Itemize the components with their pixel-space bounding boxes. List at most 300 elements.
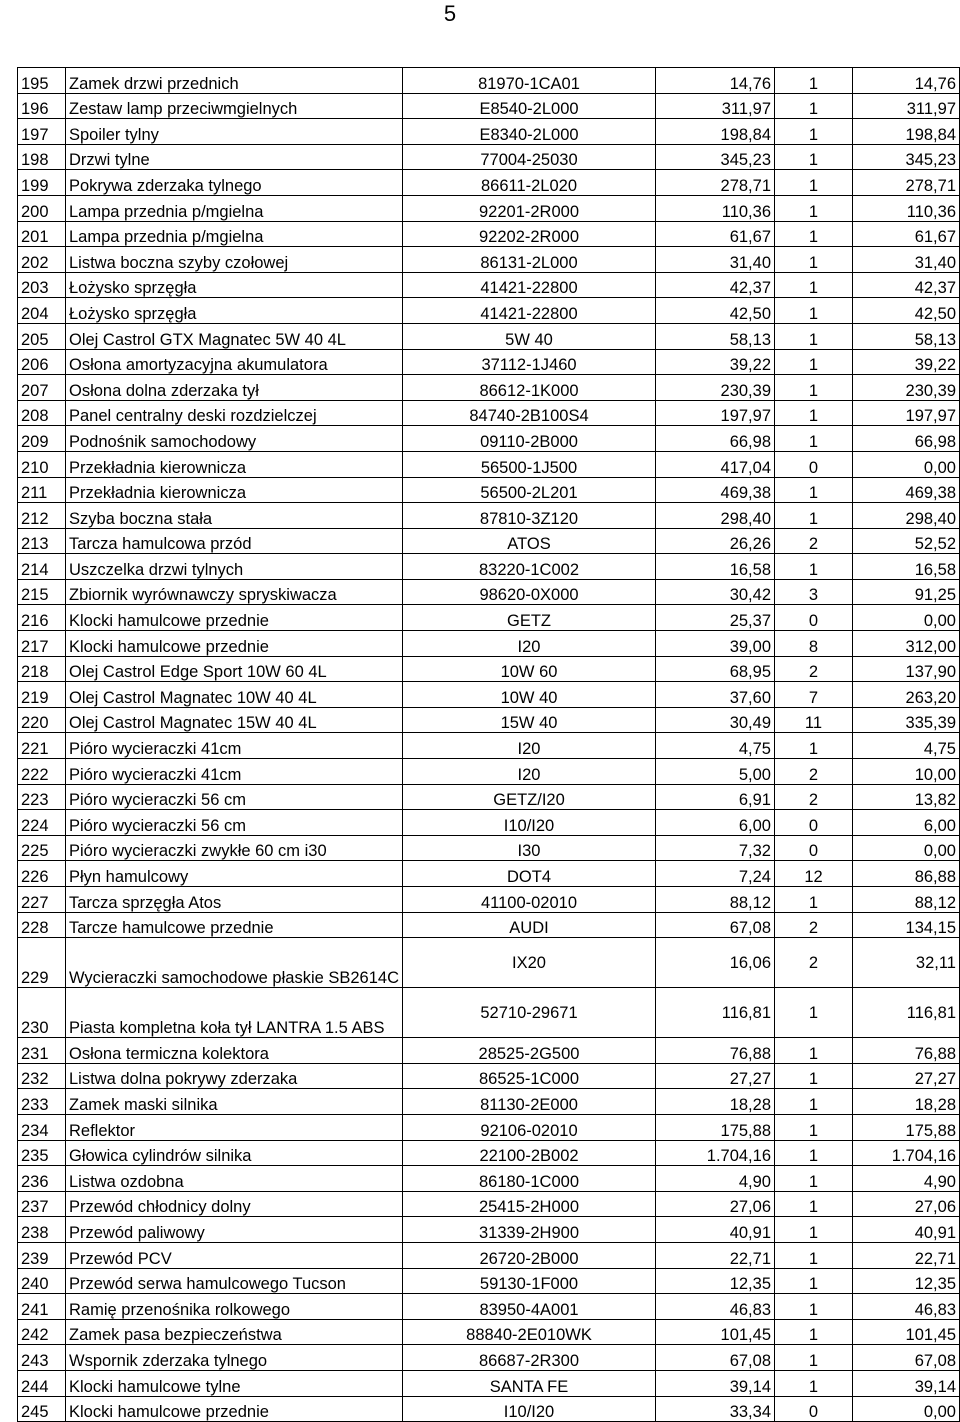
- quantity-cell: 1: [775, 1140, 853, 1166]
- line-total-cell: 116,81: [853, 988, 960, 1038]
- table-row: [18, 554, 960, 580]
- part-code-cell: 59130-1F000: [403, 1268, 656, 1294]
- line-total-cell: 311,97: [853, 93, 960, 119]
- part-code-cell: GETZ: [403, 605, 656, 631]
- part-code-cell: E8540-2L000: [403, 93, 656, 119]
- item-number-cell: 225: [18, 835, 66, 861]
- table-row: [18, 426, 960, 452]
- table-row: [18, 1396, 960, 1422]
- table-row: [18, 272, 960, 298]
- quantity-cell: 1: [775, 272, 853, 298]
- unit-price-cell: 42,37: [656, 272, 775, 298]
- part-code-cell: 15W 40: [403, 707, 656, 733]
- table-row: [18, 375, 960, 401]
- quantity-cell: 1: [775, 1319, 853, 1345]
- line-total-cell: 18,28: [853, 1089, 960, 1115]
- line-total-cell: 312,00: [853, 631, 960, 657]
- unit-price-cell: 6,00: [656, 810, 775, 836]
- quantity-cell: 1: [775, 1242, 853, 1268]
- unit-price-cell: 230,39: [656, 375, 775, 401]
- part-code-cell: 28525-2G500: [403, 1038, 656, 1064]
- item-number-cell: 244: [18, 1370, 66, 1396]
- item-number-cell: 197: [18, 119, 66, 145]
- table-row: [18, 835, 960, 861]
- table-row: [18, 247, 960, 273]
- unit-price-cell: 5,00: [656, 759, 775, 785]
- unit-price-cell: 4,90: [656, 1166, 775, 1192]
- item-number-cell: 238: [18, 1217, 66, 1243]
- quantity-cell: 1: [775, 247, 853, 273]
- unit-price-cell: 18,28: [656, 1089, 775, 1115]
- line-total-cell: 1.704,16: [853, 1140, 960, 1166]
- item-number-cell: 216: [18, 605, 66, 631]
- item-name-cell: Piasta kompletna koła tył LANTRA 1.5 ABS: [66, 988, 403, 1038]
- line-total-cell: 134,15: [853, 912, 960, 938]
- table-row: [18, 1370, 960, 1396]
- unit-price-cell: 101,45: [656, 1319, 775, 1345]
- table-row: [18, 656, 960, 682]
- part-code-cell: IX20: [403, 938, 656, 988]
- item-number-cell: 239: [18, 1242, 66, 1268]
- table-row: [18, 1063, 960, 1089]
- line-total-cell: 40,91: [853, 1217, 960, 1243]
- table-row: [18, 605, 960, 631]
- quantity-cell: 2: [775, 784, 853, 810]
- line-total-cell: 86,88: [853, 861, 960, 887]
- item-name-cell: Lampa przednia p/mgielna: [66, 221, 403, 247]
- table-row: [18, 1319, 960, 1345]
- table-row: [18, 170, 960, 196]
- part-code-cell: 86525-1C000: [403, 1063, 656, 1089]
- unit-price-cell: 311,97: [656, 93, 775, 119]
- item-number-cell: 220: [18, 707, 66, 733]
- item-number-cell: 215: [18, 579, 66, 605]
- item-name-cell: Olej Castrol Edge Sport 10W 60 4L: [66, 656, 403, 682]
- part-code-cell: 5W 40: [403, 323, 656, 349]
- unit-price-cell: 30,42: [656, 579, 775, 605]
- quantity-cell: 0: [775, 835, 853, 861]
- table-row: [18, 400, 960, 426]
- item-number-cell: 243: [18, 1345, 66, 1371]
- item-number-cell: 205: [18, 323, 66, 349]
- part-code-cell: 41100-02010: [403, 887, 656, 913]
- quantity-cell: 2: [775, 528, 853, 554]
- item-number-cell: 226: [18, 861, 66, 887]
- part-code-cell: SANTA FE: [403, 1370, 656, 1396]
- part-code-cell: 41421-22800: [403, 272, 656, 298]
- quantity-cell: 1: [775, 1089, 853, 1115]
- item-number-cell: 230: [18, 988, 66, 1038]
- item-name-cell: Przekładnia kierownicza: [66, 451, 403, 477]
- table-row: [18, 579, 960, 605]
- item-number-cell: 208: [18, 400, 66, 426]
- line-total-cell: 12,35: [853, 1268, 960, 1294]
- line-total-cell: 0,00: [853, 1396, 960, 1422]
- quantity-cell: 1: [775, 144, 853, 170]
- table-row: [18, 988, 960, 1038]
- quantity-cell: 2: [775, 912, 853, 938]
- unit-price-cell: 16,58: [656, 554, 775, 580]
- part-code-cell: I30: [403, 835, 656, 861]
- quantity-cell: 1: [775, 1114, 853, 1140]
- unit-price-cell: 27,06: [656, 1191, 775, 1217]
- item-name-cell: Listwa ozdobna: [66, 1166, 403, 1192]
- item-name-cell: Listwa dolna pokrywy zderzaka: [66, 1063, 403, 1089]
- line-total-cell: 345,23: [853, 144, 960, 170]
- item-name-cell: Uszczelka drzwi tylnych: [66, 554, 403, 580]
- item-name-cell: Pióro wycieraczki 41cm: [66, 759, 403, 785]
- part-code-cell: I10/I20: [403, 810, 656, 836]
- line-total-cell: 0,00: [853, 835, 960, 861]
- item-number-cell: 223: [18, 784, 66, 810]
- item-number-cell: 227: [18, 887, 66, 913]
- item-number-cell: 204: [18, 298, 66, 324]
- quantity-cell: 1: [775, 68, 853, 94]
- item-number-cell: 234: [18, 1114, 66, 1140]
- item-number-cell: 202: [18, 247, 66, 273]
- item-number-cell: 231: [18, 1038, 66, 1064]
- line-total-cell: 42,37: [853, 272, 960, 298]
- item-number-cell: 203: [18, 272, 66, 298]
- part-code-cell: 86611-2L020: [403, 170, 656, 196]
- line-total-cell: 14,76: [853, 68, 960, 94]
- item-name-cell: Płyn hamulcowy: [66, 861, 403, 887]
- part-code-cell: 52710-29671: [403, 988, 656, 1038]
- line-total-cell: 101,45: [853, 1319, 960, 1345]
- item-name-cell: Wycieraczki samochodowe płaskie SB2614C: [66, 938, 403, 988]
- part-code-cell: ATOS: [403, 528, 656, 554]
- quantity-cell: 1: [775, 1345, 853, 1371]
- unit-price-cell: 278,71: [656, 170, 775, 196]
- item-name-cell: Głowica cylindrów silnika: [66, 1140, 403, 1166]
- item-name-cell: Wspornik zderzaka tylnego: [66, 1345, 403, 1371]
- part-code-cell: 86131-2L000: [403, 247, 656, 273]
- part-code-cell: 25415-2H000: [403, 1191, 656, 1217]
- part-code-cell: 10W 60: [403, 656, 656, 682]
- item-name-cell: Łożysko sprzęgła: [66, 272, 403, 298]
- unit-price-cell: 4,75: [656, 733, 775, 759]
- line-total-cell: 61,67: [853, 221, 960, 247]
- unit-price-cell: 88,12: [656, 887, 775, 913]
- quantity-cell: 1: [775, 400, 853, 426]
- part-code-cell: 92201-2R000: [403, 195, 656, 221]
- item-name-cell: Zestaw lamp przeciwmgielnych: [66, 93, 403, 119]
- quantity-cell: 1: [775, 1191, 853, 1217]
- part-code-cell: DOT4: [403, 861, 656, 887]
- quantity-cell: 0: [775, 605, 853, 631]
- table-row: [18, 784, 960, 810]
- part-code-cell: 86687-2R300: [403, 1345, 656, 1371]
- item-number-cell: 233: [18, 1089, 66, 1115]
- table-row: [18, 68, 960, 94]
- line-total-cell: 27,27: [853, 1063, 960, 1089]
- quantity-cell: 1: [775, 1166, 853, 1192]
- part-code-cell: 92202-2R000: [403, 221, 656, 247]
- item-name-cell: Osłona amortyzacyjna akumulatora: [66, 349, 403, 375]
- line-total-cell: 52,52: [853, 528, 960, 554]
- unit-price-cell: 198,84: [656, 119, 775, 145]
- quantity-cell: 0: [775, 810, 853, 836]
- table-row: [18, 195, 960, 221]
- line-total-cell: 230,39: [853, 375, 960, 401]
- table-row: [18, 528, 960, 554]
- quantity-cell: 1: [775, 988, 853, 1038]
- part-code-cell: 56500-2L201: [403, 477, 656, 503]
- unit-price-cell: 7,32: [656, 835, 775, 861]
- quantity-cell: 1: [775, 554, 853, 580]
- unit-price-cell: 58,13: [656, 323, 775, 349]
- line-total-cell: 32,11: [853, 938, 960, 988]
- part-code-cell: 31339-2H900: [403, 1217, 656, 1243]
- part-code-cell: 88840-2E010WK: [403, 1319, 656, 1345]
- unit-price-cell: 12,35: [656, 1268, 775, 1294]
- table-row: [18, 1114, 960, 1140]
- line-total-cell: 67,08: [853, 1345, 960, 1371]
- unit-price-cell: 40,91: [656, 1217, 775, 1243]
- unit-price-cell: 16,06: [656, 938, 775, 988]
- table-row: [18, 1345, 960, 1371]
- item-number-cell: 217: [18, 631, 66, 657]
- item-number-cell: 212: [18, 503, 66, 529]
- item-name-cell: Osłona termiczna kolektora: [66, 1038, 403, 1064]
- part-code-cell: 26720-2B000: [403, 1242, 656, 1268]
- part-code-cell: 98620-0X000: [403, 579, 656, 605]
- table-row: [18, 93, 960, 119]
- quantity-cell: 1: [775, 170, 853, 196]
- unit-price-cell: 7,24: [656, 861, 775, 887]
- unit-price-cell: 116,81: [656, 988, 775, 1038]
- item-name-cell: Tarcza sprzęgła Atos: [66, 887, 403, 913]
- line-total-cell: 58,13: [853, 323, 960, 349]
- table-row: [18, 477, 960, 503]
- quantity-cell: 1: [775, 93, 853, 119]
- unit-price-cell: 39,00: [656, 631, 775, 657]
- line-total-cell: 335,39: [853, 707, 960, 733]
- quantity-cell: 2: [775, 656, 853, 682]
- quantity-cell: 12: [775, 861, 853, 887]
- line-total-cell: 27,06: [853, 1191, 960, 1217]
- item-number-cell: 209: [18, 426, 66, 452]
- table-row: [18, 323, 960, 349]
- table-row: [18, 1242, 960, 1268]
- item-name-cell: Pióro wycieraczki 56 cm: [66, 810, 403, 836]
- item-name-cell: Tarcze hamulcowe przednie: [66, 912, 403, 938]
- line-total-cell: 91,25: [853, 579, 960, 605]
- unit-price-cell: 197,97: [656, 400, 775, 426]
- item-name-cell: Przewód PCV: [66, 1242, 403, 1268]
- quantity-cell: 2: [775, 759, 853, 785]
- quantity-cell: 1: [775, 1038, 853, 1064]
- line-total-cell: 198,84: [853, 119, 960, 145]
- line-total-cell: 46,83: [853, 1294, 960, 1320]
- quantity-cell: 1: [775, 195, 853, 221]
- item-name-cell: Przewód chłodnicy dolny: [66, 1191, 403, 1217]
- quantity-cell: 1: [775, 349, 853, 375]
- table-row: [18, 1294, 960, 1320]
- item-number-cell: 236: [18, 1166, 66, 1192]
- item-number-cell: 201: [18, 221, 66, 247]
- item-name-cell: Pióro wycieraczki zwykłe 60 cm i30: [66, 835, 403, 861]
- line-total-cell: 10,00: [853, 759, 960, 785]
- quantity-cell: 7: [775, 682, 853, 708]
- quantity-cell: 1: [775, 1268, 853, 1294]
- part-code-cell: I20: [403, 631, 656, 657]
- item-number-cell: 240: [18, 1268, 66, 1294]
- unit-price-cell: 33,34: [656, 1396, 775, 1422]
- line-total-cell: 6,00: [853, 810, 960, 836]
- item-name-cell: Klocki hamulcowe przednie: [66, 631, 403, 657]
- quantity-cell: 8: [775, 631, 853, 657]
- quantity-cell: 1: [775, 887, 853, 913]
- unit-price-cell: 39,22: [656, 349, 775, 375]
- part-code-cell: 77004-25030: [403, 144, 656, 170]
- line-total-cell: 278,71: [853, 170, 960, 196]
- table-row: [18, 144, 960, 170]
- unit-price-cell: 61,67: [656, 221, 775, 247]
- unit-price-cell: 30,49: [656, 707, 775, 733]
- table-row: [18, 221, 960, 247]
- unit-price-cell: 42,50: [656, 298, 775, 324]
- table-row: [18, 887, 960, 913]
- table-row: [18, 733, 960, 759]
- part-code-cell: 83220-1C002: [403, 554, 656, 580]
- parts-table: [17, 67, 960, 1422]
- line-total-cell: 31,40: [853, 247, 960, 273]
- item-number-cell: 241: [18, 1294, 66, 1320]
- quantity-cell: 1: [775, 119, 853, 145]
- quantity-cell: 11: [775, 707, 853, 733]
- unit-price-cell: 46,83: [656, 1294, 775, 1320]
- item-name-cell: Pióro wycieraczki 41cm: [66, 733, 403, 759]
- line-total-cell: 4,90: [853, 1166, 960, 1192]
- item-name-cell: Przewód serwa hamulcowego Tucson: [66, 1268, 403, 1294]
- unit-price-cell: 14,76: [656, 68, 775, 94]
- unit-price-cell: 298,40: [656, 503, 775, 529]
- item-name-cell: Szyba boczna stała: [66, 503, 403, 529]
- item-name-cell: Podnośnik samochodowy: [66, 426, 403, 452]
- line-total-cell: 66,98: [853, 426, 960, 452]
- item-name-cell: Pióro wycieraczki 56 cm: [66, 784, 403, 810]
- table-row: [18, 810, 960, 836]
- item-name-cell: Klocki hamulcowe przednie: [66, 1396, 403, 1422]
- unit-price-cell: 39,14: [656, 1370, 775, 1396]
- item-number-cell: 242: [18, 1319, 66, 1345]
- item-number-cell: 207: [18, 375, 66, 401]
- item-name-cell: Ramię przenośnika rolkowego: [66, 1294, 403, 1320]
- quantity-cell: 1: [775, 221, 853, 247]
- item-number-cell: 213: [18, 528, 66, 554]
- part-code-cell: 87810-3Z120: [403, 503, 656, 529]
- unit-price-cell: 175,88: [656, 1114, 775, 1140]
- line-total-cell: 13,82: [853, 784, 960, 810]
- part-code-cell: 81130-2E000: [403, 1089, 656, 1115]
- part-code-cell: 09110-2B000: [403, 426, 656, 452]
- unit-price-cell: 1.704,16: [656, 1140, 775, 1166]
- item-name-cell: Spoiler tylny: [66, 119, 403, 145]
- unit-price-cell: 67,08: [656, 1345, 775, 1371]
- line-total-cell: 175,88: [853, 1114, 960, 1140]
- item-number-cell: 218: [18, 656, 66, 682]
- quantity-cell: 1: [775, 375, 853, 401]
- item-number-cell: 206: [18, 349, 66, 375]
- table-row: [18, 503, 960, 529]
- unit-price-cell: 22,71: [656, 1242, 775, 1268]
- table-row: [18, 861, 960, 887]
- quantity-cell: 1: [775, 1217, 853, 1243]
- line-total-cell: 39,14: [853, 1370, 960, 1396]
- quantity-cell: 1: [775, 323, 853, 349]
- unit-price-cell: 31,40: [656, 247, 775, 273]
- line-total-cell: 197,97: [853, 400, 960, 426]
- table-row: [18, 1166, 960, 1192]
- item-name-cell: Łożysko sprzęgła: [66, 298, 403, 324]
- item-number-cell: 228: [18, 912, 66, 938]
- table-row: [18, 349, 960, 375]
- quantity-cell: 1: [775, 426, 853, 452]
- table-row: [18, 1191, 960, 1217]
- unit-price-cell: 37,60: [656, 682, 775, 708]
- part-code-cell: 37112-1J460: [403, 349, 656, 375]
- unit-price-cell: 25,37: [656, 605, 775, 631]
- line-total-cell: 4,75: [853, 733, 960, 759]
- table-row: [18, 1089, 960, 1115]
- item-name-cell: Listwa boczna szyby czołowej: [66, 247, 403, 273]
- unit-price-cell: 66,98: [656, 426, 775, 452]
- quantity-cell: 1: [775, 733, 853, 759]
- table-row: [18, 759, 960, 785]
- quantity-cell: 1: [775, 477, 853, 503]
- table-row: [18, 912, 960, 938]
- part-code-cell: 41421-22800: [403, 298, 656, 324]
- quantity-cell: 0: [775, 1396, 853, 1422]
- item-name-cell: Reflektor: [66, 1114, 403, 1140]
- item-number-cell: 222: [18, 759, 66, 785]
- part-code-cell: 86180-1C000: [403, 1166, 656, 1192]
- part-code-cell: 22100-2B002: [403, 1140, 656, 1166]
- table-row: [18, 682, 960, 708]
- part-code-cell: GETZ/I20: [403, 784, 656, 810]
- line-total-cell: 298,40: [853, 503, 960, 529]
- part-code-cell: AUDI: [403, 912, 656, 938]
- line-total-cell: 16,58: [853, 554, 960, 580]
- item-number-cell: 214: [18, 554, 66, 580]
- table-row: [18, 1268, 960, 1294]
- item-number-cell: 199: [18, 170, 66, 196]
- part-code-cell: 56500-1J500: [403, 451, 656, 477]
- table-row: [18, 707, 960, 733]
- item-number-cell: 200: [18, 195, 66, 221]
- unit-price-cell: 110,36: [656, 195, 775, 221]
- part-code-cell: I20: [403, 733, 656, 759]
- item-number-cell: 221: [18, 733, 66, 759]
- item-number-cell: 237: [18, 1191, 66, 1217]
- item-name-cell: Olej Castrol Magnatec 15W 40 4L: [66, 707, 403, 733]
- unit-price-cell: 417,04: [656, 451, 775, 477]
- table-row: [18, 938, 960, 988]
- item-number-cell: 235: [18, 1140, 66, 1166]
- unit-price-cell: 68,95: [656, 656, 775, 682]
- quantity-cell: 1: [775, 1370, 853, 1396]
- item-number-cell: 219: [18, 682, 66, 708]
- unit-price-cell: 67,08: [656, 912, 775, 938]
- item-number-cell: 198: [18, 144, 66, 170]
- line-total-cell: 22,71: [853, 1242, 960, 1268]
- part-code-cell: 10W 40: [403, 682, 656, 708]
- item-name-cell: Olej Castrol GTX Magnatec 5W 40 4L: [66, 323, 403, 349]
- line-total-cell: 469,38: [853, 477, 960, 503]
- line-total-cell: 39,22: [853, 349, 960, 375]
- item-number-cell: 224: [18, 810, 66, 836]
